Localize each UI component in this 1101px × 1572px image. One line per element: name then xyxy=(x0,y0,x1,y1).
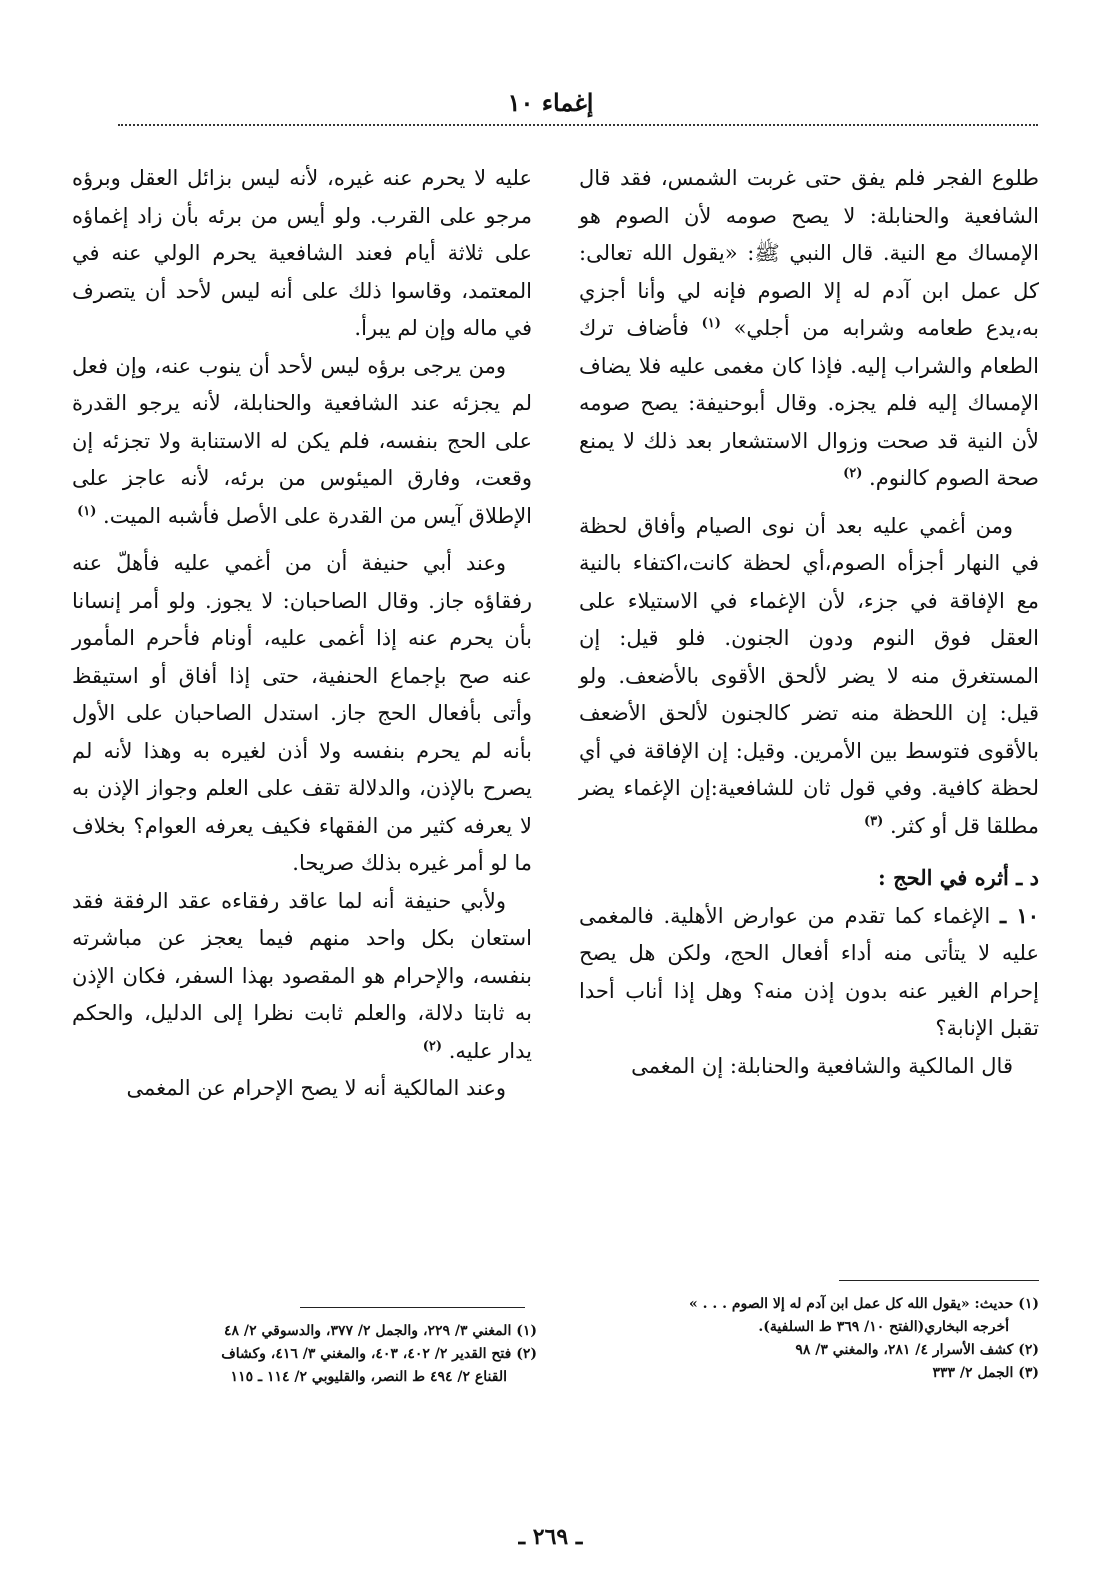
footnote-ref-left-1: (١) xyxy=(77,503,97,519)
footnote-ref-hadith: (١) xyxy=(701,316,721,331)
footnote-left-2-continued: القناع ٢/ ٤٩٤ ط النصر، والقليوبي ٢/ ١١٤ ـ ١١٥ xyxy=(230,1369,507,1385)
header-dotted-rule xyxy=(118,124,1038,126)
left-paragraph-4 xyxy=(72,883,532,1071)
left-paragraph-2 xyxy=(72,348,532,536)
footnote-ref-3: (٣) xyxy=(864,813,884,829)
footnotes-right xyxy=(569,1293,1039,1385)
left-paragraph-2-text: ومن يرجى برؤه ليس لأحد أن ينوب عنه، وإن فعل لم يجزئه عند الشافعية والحنابلة، لأنه يرجو القدرة على الحج بنفسه، فلم يكن له الاستنابة ولا تجزئه إن وقعت، وفارق الميئوس من برئه، لأنه عاجز على الإطلاق آيس من القدرة على الأصل فأشبه الميت. xyxy=(72,353,532,528)
footnote-right-1: (١) حديث: «يقول الله كل عمل ابن آدم له إلا الصوم . . . » xyxy=(688,1296,1039,1312)
right-paragraph-2-text: ومن أغمي عليه بعد أن نوى الصيام وأفاق لحظة في النهار أجزأه الصوم،أي لحظة كانت،اكتفاء بالنية مع الإفاقة في جزء، لأن الإغماء في الاستيلاء على العقل فوق النوم ودون الجنون. فلو قيل: إن المستغرق منه لا يضر لألحق الأقوى بالأضعف. ولو قيل: إن اللحظة منه تضر كالجنون لألحق الأضعف بالأقوى فتوسط بين الأمرين. وقيل: إن الإفاقة في أي لحظة كافية. وفي قول ثان للشافعية:إن الإغماء يضر مطلقا قل أو كثر. xyxy=(579,513,1039,838)
footnote-rule-right xyxy=(839,1280,1039,1281)
footnote-left-1: (١) المغني ٣/ ٢٢٩، والجمل ٢/ ٣٧٧، والدسوقي ٢/ ٤٨ xyxy=(224,1323,537,1339)
left-paragraph-1: عليه لا يحرم عنه غيره، لأنه ليس بزائل العقل وبرؤه مرجو على القرب. ولو أيس من برئه بأن زاد إغماؤه على ثلاثة أيام فعند الشافعية يحرم الولي عنه في المعتمد، وقاسوا ذلك على أنه ليس لأحد أن يتصرف في ماله وإن لم يبرأ. xyxy=(72,166,532,340)
right-paragraph-1-tail: فأضاف ترك الطعام والشراب إليه. فإذا كان مغمى عليه فلا يضاف الإمساك إليه فلم يجزه. وقال أبوحنيفة: يصح صومه لأن النية قد صحت وزوال الاستشعار بعد ذلك لا يمنع صحة الصوم كالنوم. xyxy=(579,316,1039,490)
left-paragraph-3: وعند أبي حنيفة أن من أغمي عليه فأهلّ عنه رفقاؤه جاز. وقال الصاحبان: لا يجوز. ولو أمر إنسانا بأن يحرم عنه إذا أغمى عليه، أونام فأحرم المأمور عنه صح بإجماع الحنفية، حتى إذا أفاق أو استيقظ وأتى بأفعال الحج جاز. استدل الصاحبان على الأول بأنه لم يحرم بنفسه ولا أذن لغيره به وهذا لأنه لم يصرح بالإذن، والدلالة تقف على العلم وجواز الإذن به لا يعرفه كثير من الفقهاء فكيف يعرفه العوام؟ بخلاف ما لو أمر غيره بذلك صريحا. xyxy=(72,551,532,875)
footnote-ref-2: (٢) xyxy=(843,466,863,481)
footnote-ref-left-2: (٢) xyxy=(422,1038,443,1054)
left-column xyxy=(72,160,532,1108)
footnotes-left xyxy=(72,1320,537,1389)
footnote-right-1-continued: أخرجه البخاري(الفتح ١٠/ ٣٦٩ ط السلفية). xyxy=(758,1319,1009,1335)
footnote-left-2: (٢) فتح القدير ٢/ ٤٠٢، ٤٠٣، والمغني ٣/ ٤١٦، وكشاف xyxy=(221,1346,537,1362)
right-paragraph-3 xyxy=(579,897,1039,1048)
section-heading-hajj: د ـ أثره في الحج : xyxy=(878,865,1039,890)
right-paragraph-1 xyxy=(579,160,1039,498)
footnote-right-2: (٢) كشف الأسرار ٤/ ٢٨١، والمغني ٣/ ٩٨ xyxy=(795,1342,1039,1358)
right-paragraph-4: قال المالكية والشافعية والحنابلة: إن المغمى xyxy=(631,1053,1013,1078)
right-paragraph-3-text: الإغماء كما تقدم من عوارض الأهلية. فالمغمى عليه لا يتأتى منه أداء أفعال الحج، ولكن هل يصح إحرام الغير عنه بدون إذن منه؟ وهل إذا أناب أحدا تقبل الإنابة؟ xyxy=(579,903,1039,1040)
right-column xyxy=(579,160,1039,1085)
left-paragraph-5: وعند المالكية أنه لا يصح الإحرام عن المغمى xyxy=(126,1076,506,1100)
paragraph-number: ١٠ ـ xyxy=(999,902,1039,928)
right-paragraph-1-text: طلوع الفجر فلم يفق حتى غربت الشمس، فقد قال الشافعية والحنابلة: لا يصح صومه لأن الصوم هو الإمساك مع النية. قال النبي ﷺ: «يقول الله تعالى: كل عمل ابن آدم له إلا الصوم فإنه لي وأنا أجزي به،يدع طعامه وشرابه من أجلي» xyxy=(579,166,1039,340)
right-paragraph-2 xyxy=(579,508,1039,846)
left-paragraph-4-text: ولأبي حنيفة أنه لما عاقد رفقاءه عقد الرفقة فقد استعان بكل واحد منهم فيما يعجز عن مباشرته بنفسه، والإحرام هو المقصود بهذا السفر، فكان الإذن به ثابتا دلالة، والعلم ثابت نظرا إلى الدليل، والحكم يدار عليه. xyxy=(72,888,532,1063)
page-number: ـ ٢٦٩ ـ xyxy=(518,1524,583,1550)
footnote-right-3: (٣) الجمل ٢/ ٣٣٣ xyxy=(932,1365,1039,1381)
footnote-rule-left xyxy=(300,1307,525,1308)
running-header-title: إغماء ١٠ xyxy=(507,88,594,117)
